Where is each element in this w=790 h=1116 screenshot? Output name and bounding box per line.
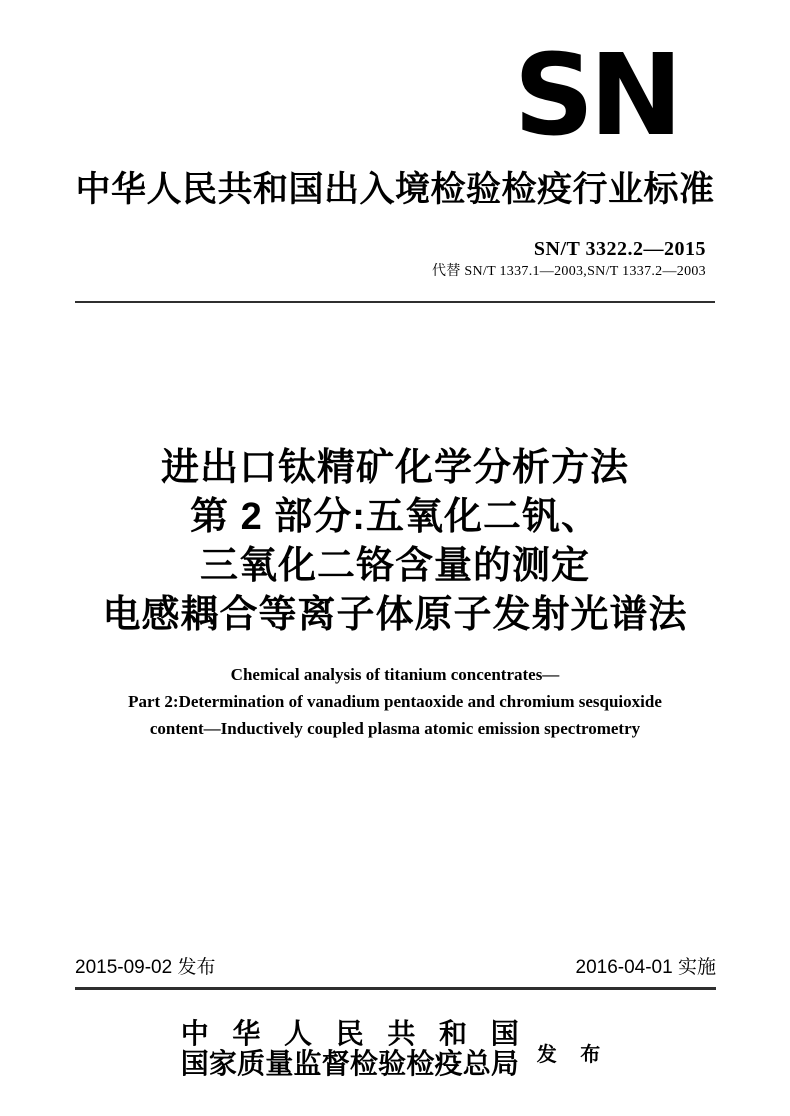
title-english: [0, 661, 790, 742]
title-zh-line-4: 电感耦合等离子体原子发射光谱法: [102, 594, 688, 636]
dates-row: [75, 955, 716, 981]
publisher-name: [181, 1019, 519, 1079]
title-en-line-3: content—Inductively coupled plasma atomic emission spectrometry: [149, 719, 641, 738]
implementation-date: [576, 955, 717, 981]
implementation-date-label: 实施: [677, 957, 716, 978]
publisher-block: [0, 1019, 790, 1079]
standard-number-block: [432, 236, 706, 281]
standard-category-heading: 中华人民共和国出入境检验检疫行业标准: [75, 170, 715, 209]
implementation-date-value: 2016-04-01: [575, 957, 673, 978]
publisher-name-line-2: 国家质量监督检验检疫总局: [180, 1048, 520, 1079]
standard-code: SN/T 3322.2—2015: [533, 238, 706, 260]
issue-date: [75, 955, 216, 981]
sn-logo: SN: [513, 31, 678, 161]
title-chinese: [0, 444, 790, 640]
title-en-line-1: Chemical analysis of titanium concentrates—: [230, 665, 560, 684]
superseded-standards-note: 代替 SN/T 1337.1—2003,SN/T 1337.2—2003: [432, 264, 706, 279]
issue-date-value: 2015-09-02: [75, 957, 173, 978]
title-zh-line-1: 进出口钛精矿化学分析方法: [160, 447, 629, 489]
issue-date-label: 发布: [177, 957, 216, 978]
title-en-line-2: Part 2:Determination of vanadium pentaoxide and chromium sesquioxide: [128, 692, 662, 711]
title-zh-line-2: 第 2 部分:五氧化二钒、: [190, 496, 600, 538]
title-zh-line-3: 三氧化二铬含量的测定: [199, 545, 590, 587]
footer-divider-rule: [75, 987, 716, 990]
publisher-name-line-1: 中华人民共和国: [180, 1018, 519, 1049]
masthead-divider-rule: [75, 301, 715, 303]
release-label: 发 布: [536, 1043, 610, 1066]
